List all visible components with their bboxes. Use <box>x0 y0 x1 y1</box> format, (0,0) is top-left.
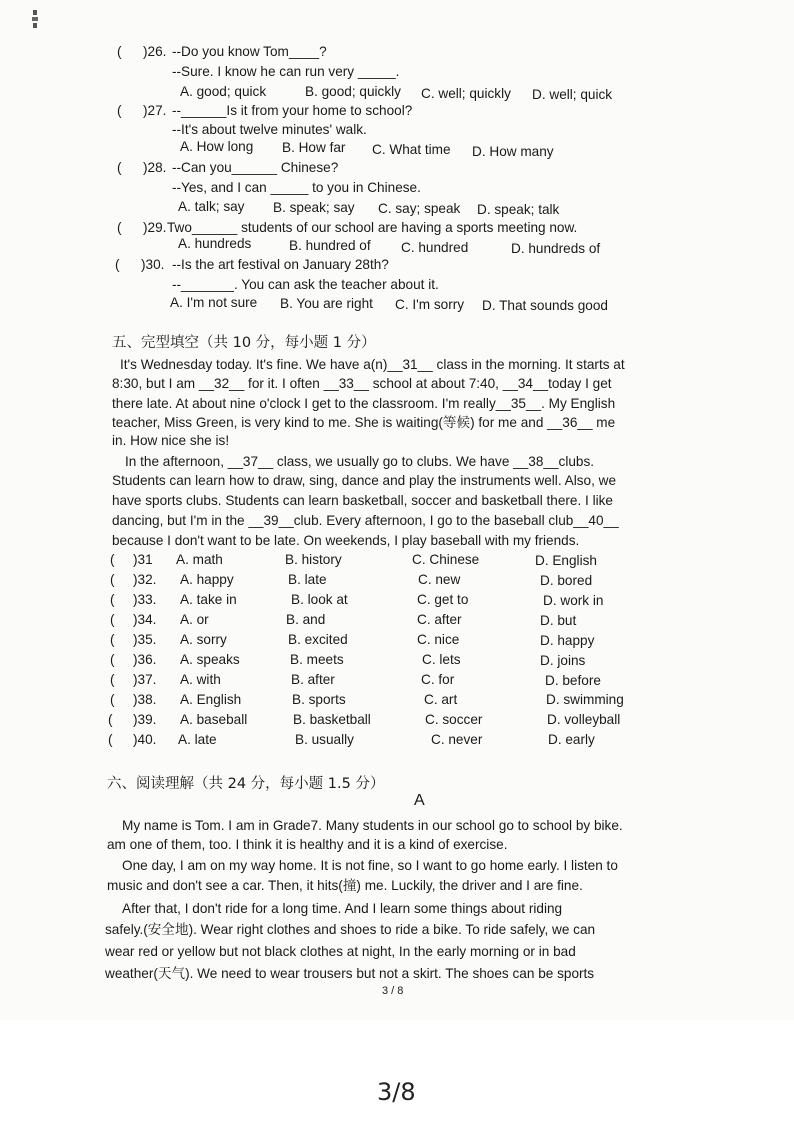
q29-option-d: D. hundreds of <box>511 241 601 256</box>
q27-option-d: D. How many <box>472 144 554 159</box>
cloze-option-a: A. speaks <box>180 652 240 667</box>
q30-reply: --_______. You can ask the teacher about it. <box>172 277 439 292</box>
cloze-line: dancing, but I'm in the __39__club. Every afternoon, I go to the baseball club__40__ <box>112 513 619 528</box>
cloze-option-d: D. before <box>545 673 601 688</box>
q27-option-b: B. How far <box>282 140 346 155</box>
q29-option-b: B. hundred of <box>289 238 371 253</box>
cloze-option-c: C. art <box>424 692 458 707</box>
section5-heading: 五、完型填空（共 10 分，每小题 1 分） <box>112 335 376 351</box>
cloze-option-d: D. early <box>548 732 595 747</box>
cloze-option-b: B. meets <box>290 652 344 667</box>
cloze-option-b: B. excited <box>288 632 348 647</box>
reading-line: wear red or yellow but not black clothes at night, In the early morning or in bad <box>105 944 576 959</box>
cloze-number: )38. <box>133 692 157 707</box>
q27-option-c: C. What time <box>372 142 451 157</box>
q29-number: )29. <box>143 220 167 235</box>
q29-paren: ( <box>117 220 122 235</box>
q30-option-c: C. I'm sorry <box>395 297 465 312</box>
reading-line: My name is Tom. I am in Grade7. Many students in our school go to school by bike. <box>122 818 623 833</box>
cloze-line: because I don't want to be late. On weekends, I play baseball with my friends. <box>112 533 580 548</box>
cloze-option-c: C. new <box>418 572 461 587</box>
page-number: 3/8 <box>377 1078 416 1106</box>
cloze-number: )37. <box>133 672 157 687</box>
cloze-option-d: D. work in <box>543 593 604 608</box>
q28-paren: ( <box>117 160 122 175</box>
cloze-option-a: A. sorry <box>180 632 227 647</box>
reading-line: safely.(安全地). Wear right clothes and shoes to ride a bike. To ride safely, we can <box>105 922 596 937</box>
q30-paren: ( <box>115 257 120 272</box>
cloze-option-d: D. happy <box>540 633 595 648</box>
scan-corner-mark <box>30 8 42 30</box>
cloze-paren: ( <box>110 672 115 687</box>
cloze-paren: ( <box>110 652 115 667</box>
cloze-option-b: B. usually <box>295 732 354 747</box>
cloze-option-c: C. get to <box>417 592 469 607</box>
q29-option-a: A. hundreds <box>178 236 252 251</box>
cloze-line: In the afternoon, __37__ class, we usually go to clubs. We have __38__clubs. <box>125 454 595 469</box>
q26-option-c: C. well; quickly <box>421 86 511 101</box>
cloze-option-d: D. bored <box>540 573 593 588</box>
cloze-paren: ( <box>110 632 115 647</box>
cloze-paren: ( <box>108 732 113 747</box>
q28-text: --Can you______ Chinese? <box>172 160 339 175</box>
cloze-option-a: A. late <box>178 732 217 747</box>
q27-number: )27. <box>143 103 167 118</box>
cloze-line: in. How nice she is! <box>112 433 230 448</box>
cloze-paren: ( <box>110 612 115 627</box>
page-number-small: 3 / 8 <box>382 985 404 997</box>
q26-option-d: D. well; quick <box>532 87 613 102</box>
cloze-option-a: A. baseball <box>180 712 248 727</box>
cloze-option-a: A. take in <box>180 592 237 607</box>
cloze-option-c: C. never <box>431 732 483 747</box>
reading-line: weather(天气). We need to wear trousers but not a skirt. The shoes can be sports <box>105 966 595 981</box>
q26-paren: ( <box>117 44 122 59</box>
q27-paren: ( <box>117 103 122 118</box>
reading-line: One day, I am on my way home. It is not fine, so I want to go home early. I listen to <box>122 858 618 873</box>
cloze-number: )40. <box>133 732 157 747</box>
cloze-paren: ( <box>108 712 113 727</box>
q28-number: )28. <box>143 160 167 175</box>
cloze-option-c: C. lets <box>422 652 461 667</box>
cloze-paren: ( <box>110 572 115 587</box>
cloze-option-c: C. after <box>417 612 462 627</box>
q28-option-b: B. speak; say <box>273 200 355 215</box>
cloze-line: 8:30, but I am __32__ for it. I often __33__ school at about 7:40, __34__today I get <box>112 376 612 391</box>
q26-option-b: B. good; quickly <box>305 84 401 99</box>
cloze-line: teacher, Miss Green, is very kind to me. She is waiting(等候) for me and __36__ me <box>112 415 616 430</box>
cloze-line: have sports clubs. Students can learn basketball, soccer and basketball there. I like <box>112 493 613 508</box>
q30-option-b: B. You are right <box>280 296 373 311</box>
cloze-number: )39. <box>133 712 157 727</box>
section6-heading: 六、阅读理解（共 24 分，每小题 1.5 分） <box>107 776 385 792</box>
q28-option-d: D. speak; talk <box>477 202 560 217</box>
cloze-option-b: B. look at <box>291 592 348 607</box>
cloze-paren: ( <box>110 552 115 567</box>
q27-text: --______Is it from your home to school? <box>172 103 413 118</box>
cloze-option-a: A. happy <box>180 572 234 587</box>
q26-reply: --Sure. I know he can run very _____. <box>172 64 400 79</box>
q26-option-a: A. good; quick <box>180 84 267 99</box>
cloze-option-b: B. after <box>291 672 335 687</box>
reading-line: am one of them, too. I think it is healthy and it is a kind of exercise. <box>107 837 508 852</box>
cloze-number: )32. <box>133 572 157 587</box>
cloze-line: Students can learn how to draw, sing, dance and play the instruments well. Also, we <box>112 473 617 488</box>
cloze-line: there late. At about nine o'clock I get to the classroom. I'm really__35__. My English <box>112 396 616 411</box>
q27-reply: --It's about twelve minutes' walk. <box>172 122 367 137</box>
cloze-option-d: D. English <box>535 553 597 568</box>
cloze-paren: ( <box>110 692 115 707</box>
cloze-number: )33. <box>133 592 157 607</box>
cloze-option-a: A. English <box>180 692 242 707</box>
q26-text: --Do you know Tom____? <box>172 44 327 59</box>
passage-title: A <box>414 792 425 809</box>
q28-option-c: C. say; speak <box>378 201 461 216</box>
q27-option-a: A. How long <box>180 139 254 154</box>
cloze-option-d: D. swimming <box>546 692 624 707</box>
cloze-option-c: C. for <box>421 672 455 687</box>
q26-number: )26. <box>143 44 167 59</box>
cloze-option-b: B. sports <box>292 692 346 707</box>
reading-line: music and don't see a car. Then, it hits(撞) me. Luckily, the driver and I are fine. <box>107 878 583 893</box>
cloze-paren: ( <box>110 592 115 607</box>
cloze-number: )35. <box>133 632 157 647</box>
cloze-option-d: D. volleyball <box>547 712 621 727</box>
cloze-option-d: D. joins <box>540 653 586 668</box>
q30-text: --Is the art festival on January 28th? <box>172 257 389 272</box>
cloze-option-c: C. soccer <box>425 712 483 727</box>
q29-text: Two______ students of our school are having a sports meeting now. <box>167 220 578 235</box>
cloze-line: It's Wednesday today. It's fine. We have a(n)__31__ class in the morning. It starts at <box>120 357 625 372</box>
q29-option-c: C. hundred <box>401 240 469 255</box>
cloze-number: )36. <box>133 652 157 667</box>
cloze-option-b: B. and <box>286 612 326 627</box>
q30-option-a: A. I'm not sure <box>170 295 258 310</box>
cloze-option-a: A. or <box>180 612 209 627</box>
cloze-option-b: B. basketball <box>293 712 371 727</box>
cloze-option-d: D. but <box>540 613 577 628</box>
cloze-option-c: C. nice <box>417 632 460 647</box>
q28-option-a: A. talk; say <box>178 199 245 214</box>
q28-reply: --Yes, and I can _____ to you in Chinese. <box>172 180 421 195</box>
cloze-option-b: B. late <box>288 572 327 587</box>
cloze-option-c: C. Chinese <box>412 552 480 567</box>
cloze-number: )31 <box>133 552 153 567</box>
cloze-option-a: A. with <box>180 672 221 687</box>
reading-line: After that, I don't ride for a long time. And I learn some things about riding <box>122 901 563 916</box>
q30-number: )30. <box>141 257 165 272</box>
cloze-option-a: A. math <box>176 552 223 567</box>
q30-option-d: D. That sounds good <box>482 298 608 313</box>
cloze-number: )34. <box>133 612 157 627</box>
cloze-option-b: B. history <box>285 552 342 567</box>
